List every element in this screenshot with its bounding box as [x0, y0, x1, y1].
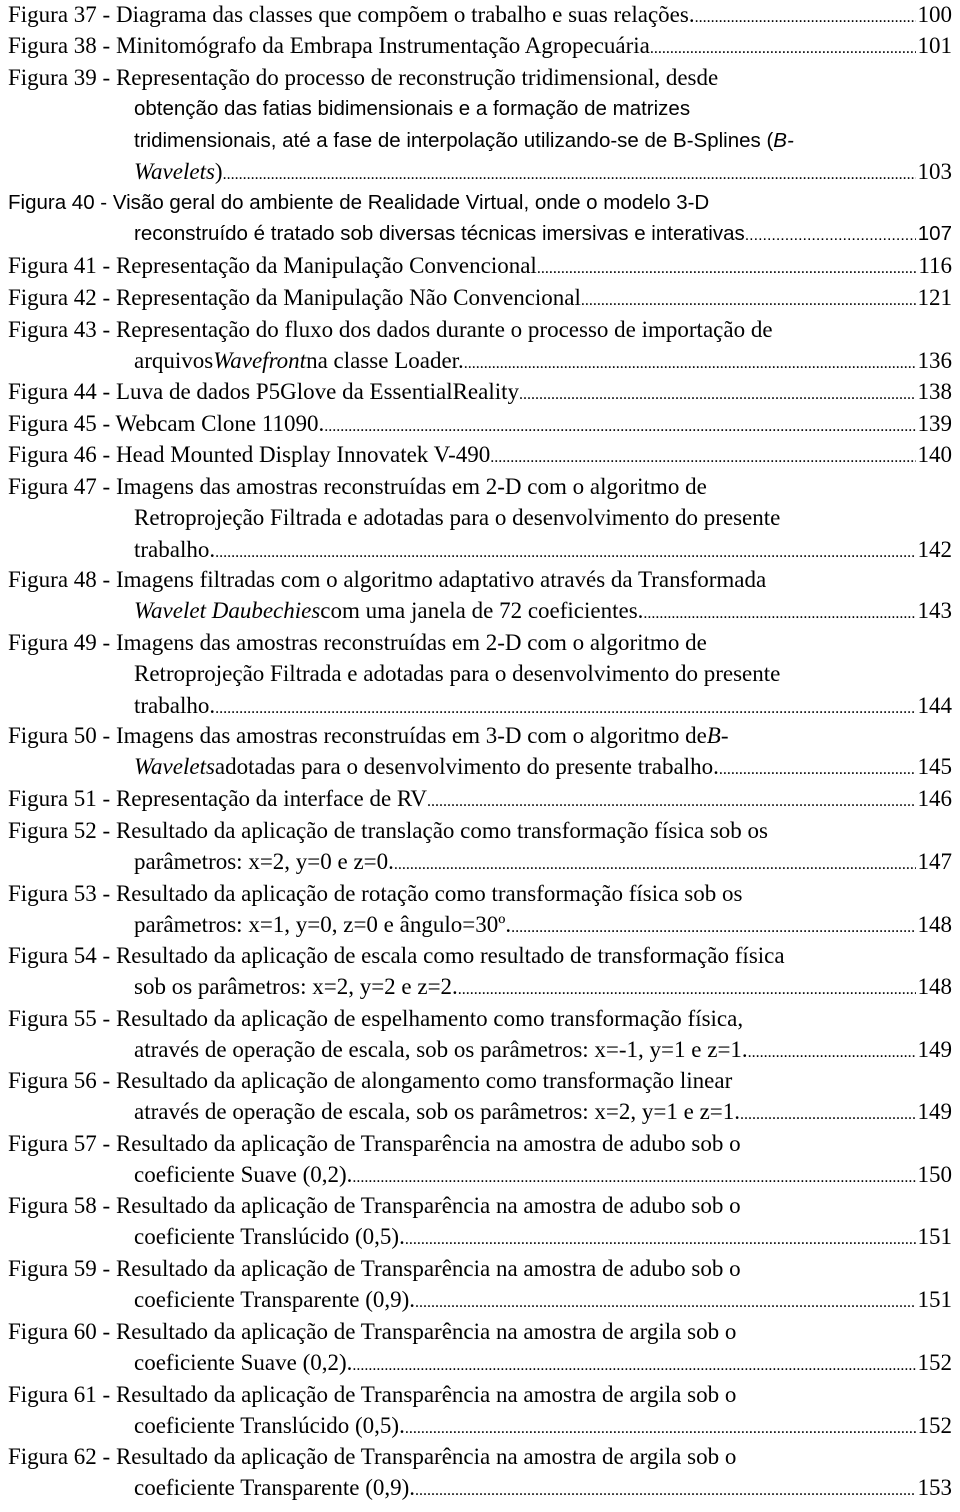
- entry-line: [8, 1379, 952, 1410]
- dot-leader: [740, 1096, 915, 1127]
- entry-text: Figura 60 - Resultado da aplicação de Transparência na amostra de argila sob o: [8, 1319, 737, 1344]
- page-number: 153: [917, 1475, 952, 1500]
- dot-leader: [405, 1221, 916, 1252]
- page-number: 116: [918, 253, 952, 278]
- entry-text: Figura 45 - Webcam Clone 11090.: [8, 411, 325, 436]
- entry-text: Retroprojeção Filtrada e adotadas para o desenvolvimento do presente: [134, 505, 781, 530]
- page-number: 150: [917, 1162, 952, 1187]
- page-number: 148: [917, 912, 952, 937]
- entry-line: [134, 218, 952, 249]
- entry-text: sob os parâmetros: x=2, y=2 e z=2.: [134, 974, 458, 999]
- entry-text: Wavefront: [213, 348, 307, 373]
- entry-text: coeficiente Translúcido (0,5).: [134, 1224, 405, 1249]
- dot-leader: [537, 250, 917, 281]
- entry-line: [8, 1441, 952, 1472]
- page-number: 121: [917, 285, 952, 310]
- dot-leader: [324, 408, 915, 439]
- dot-leader: [352, 1347, 915, 1378]
- entry-text: arquivos: [134, 348, 214, 373]
- entry-line: [8, 815, 952, 846]
- entry-text: parâmetros: x=1, y=0, z=0 e ângulo=30º.: [134, 912, 512, 937]
- entry-text: reconstruído é tratado sob diversas técnicas imersivas e interativas: [134, 222, 745, 245]
- dot-leader: [415, 1472, 915, 1503]
- page-number: 149: [917, 1037, 952, 1062]
- dot-leader: [745, 218, 916, 249]
- page-number: 140: [917, 442, 952, 467]
- entry-text: parâmetros: x=2, y=0 e z=0.: [134, 849, 394, 874]
- entry-text: B-: [706, 723, 729, 748]
- entry-line: [134, 1221, 952, 1252]
- entry-text: Wavelets: [134, 754, 215, 779]
- entry-line: [134, 1284, 952, 1315]
- entry-line: [8, 1253, 952, 1284]
- entry-text: coeficiente Suave (0,2).: [134, 1350, 353, 1375]
- dot-leader: [511, 909, 915, 940]
- entry-text: Figura 41 - Representação da Manipulação Convencional: [8, 253, 537, 278]
- entry-text: coeficiente Transparente (0,9).: [134, 1475, 416, 1500]
- entry-text: coeficiente Transparente (0,9).: [134, 1287, 416, 1312]
- entry-line: [8, 1316, 952, 1347]
- entry-line: [134, 93, 952, 124]
- entry-text: Figura 62 - Resultado da aplicação de Transparência na amostra de argila sob o: [8, 1444, 737, 1469]
- entry-line: [8, 439, 952, 470]
- entry-text: coeficiente Translúcido (0,5).: [134, 1413, 405, 1438]
- entry-text: B-: [773, 129, 794, 152]
- entry-text: Figura 43 - Representação do fluxo dos dados durante o processo de importação de: [8, 317, 773, 342]
- entry-text: Figura 49 - Imagens das amostras reconstruídas em 2-D com o algoritmo de: [8, 630, 707, 655]
- entry-line: [134, 846, 952, 877]
- page-number: 146: [917, 786, 952, 811]
- page-number: 152: [917, 1350, 952, 1375]
- dot-leader: [415, 1284, 915, 1315]
- entry-text: Figura 39 - Representação do processo de reconstrução tridimensional, desde: [8, 65, 719, 90]
- entry-line: [8, 1003, 952, 1034]
- entry-text: Figura 56 - Resultado da aplicação de alongamento como transformação linear: [8, 1068, 733, 1093]
- dot-leader: [223, 156, 916, 187]
- entry-line: [8, 187, 952, 218]
- entry-line: [134, 909, 952, 940]
- entry-text: trabalho.: [134, 693, 216, 718]
- entry-line: [134, 345, 952, 376]
- page-number: 142: [917, 537, 952, 562]
- entry-text: Figura 52 - Resultado da aplicação de translação como transformação física sob os: [8, 818, 769, 843]
- entry-text: Figura 61 - Resultado da aplicação de Transparência na amostra de argila sob o: [8, 1382, 737, 1407]
- entry-text: Figura 54 - Resultado da aplicação de escala como resultado de transformação física: [8, 943, 785, 968]
- entry-line: [134, 971, 952, 1002]
- page-number: 100: [917, 2, 952, 27]
- entry-line: [8, 1190, 952, 1221]
- dot-leader: [352, 1159, 915, 1190]
- dot-leader: [650, 30, 916, 61]
- page-number: 139: [917, 411, 952, 436]
- dot-leader: [695, 0, 916, 30]
- entry-line: [134, 502, 952, 533]
- entry-text: trabalho.: [134, 537, 216, 562]
- entry-line: [8, 408, 952, 439]
- page-number: 136: [917, 348, 952, 373]
- entry-text: Figura 42 - Representação da Manipulação Não Convencional: [8, 285, 581, 310]
- page-number: 152: [917, 1413, 952, 1438]
- entry-text: através de operação de escala, sob os parâmetros: x=2, y=1 e z=1.: [134, 1099, 741, 1124]
- page-number: 147: [917, 849, 952, 874]
- entry-line: [134, 534, 952, 565]
- page-number: 148: [917, 974, 952, 999]
- entry-line: [8, 250, 952, 281]
- entry-text: Figura 38 - Minitomógrafo da Embrapa Instrumentação Agropecuária: [8, 33, 650, 58]
- dot-leader: [519, 376, 915, 407]
- entry-text: Figura 40 - Visão geral do ambiente de Realidade Virtual, onde o modelo 3-D: [8, 191, 710, 214]
- entry-text: ): [214, 159, 223, 184]
- entry-line: [134, 125, 952, 156]
- entry-line: [8, 62, 952, 93]
- dot-leader: [748, 1034, 916, 1065]
- page-number: 145: [917, 754, 952, 779]
- entry-line: [8, 314, 952, 345]
- entry-line: [8, 720, 952, 751]
- entry-text: Figura 58 - Resultado da aplicação de Transparência na amostra de adubo sob o: [8, 1193, 741, 1218]
- entry-line: [134, 1472, 952, 1503]
- dot-leader: [215, 690, 915, 721]
- entry-text: Figura 59 - Resultado da aplicação de Transparência na amostra de adubo sob o: [8, 1256, 741, 1281]
- entry-text: Wavelet Daubechies: [134, 598, 321, 623]
- entry-line: [8, 940, 952, 971]
- entry-line: [8, 1065, 952, 1096]
- entry-text: Figura 57 - Resultado da aplicação de Transparência na amostra de adubo sob o: [8, 1131, 741, 1156]
- entry-text: Figura 50 - Imagens das amostras reconstruídas em 3-D com o algoritmo de: [8, 723, 707, 748]
- entry-text: através de operação de escala, sob os parâmetros: x=-1, y=1 e z=1.: [134, 1037, 748, 1062]
- page-number: 144: [917, 693, 952, 718]
- page-number: 149: [917, 1099, 952, 1124]
- entry-text: Figura 47 - Imagens das amostras reconstruídas em 2-D com o algoritmo de: [8, 474, 707, 499]
- entry-text: Figura 51 - Representação da interface de RV: [8, 786, 428, 811]
- entry-line: [134, 156, 952, 187]
- entry-line: [8, 282, 952, 313]
- entry-line: [134, 1096, 952, 1127]
- entry-line: [8, 30, 952, 61]
- entry-text: tridimensionais, até a fase de interpolação utilizando-se de B-Splines (: [134, 129, 774, 152]
- dot-leader: [458, 971, 916, 1002]
- entry-line: [134, 1410, 952, 1441]
- entry-text: Figura 55 - Resultado da aplicação de espelhamento como transformação física,: [8, 1006, 744, 1031]
- entry-line: [8, 783, 952, 814]
- page-number: 103: [917, 159, 952, 184]
- entry-line: [134, 595, 952, 626]
- page-number: 143: [917, 598, 952, 623]
- entry-text: Wavelets: [134, 159, 215, 184]
- dot-leader: [215, 534, 915, 565]
- dot-leader: [581, 282, 916, 313]
- entry-text: Figura 53 - Resultado da aplicação de rotação como transformação física sob os: [8, 881, 743, 906]
- entry-line: [8, 627, 952, 658]
- entry-text: na classe Loader.: [306, 348, 464, 373]
- dot-leader: [643, 595, 915, 626]
- entry-text: Figura 48 - Imagens filtradas com o algoritmo adaptativo através da Transformada: [8, 567, 767, 592]
- entry-line: [134, 1347, 952, 1378]
- dot-leader: [490, 439, 915, 470]
- dot-leader: [719, 751, 916, 782]
- entry-line: [134, 690, 952, 721]
- dot-leader: [405, 1410, 916, 1441]
- entry-line: [8, 0, 952, 30]
- entry-line: [8, 471, 952, 502]
- page-number: 101: [917, 33, 952, 58]
- entry-line: [134, 1034, 952, 1065]
- page-number: 151: [917, 1287, 952, 1312]
- dot-leader: [394, 846, 916, 877]
- entry-line: [8, 878, 952, 909]
- entry-line: [8, 564, 952, 595]
- page-number: 151: [917, 1224, 952, 1249]
- page-number: 138: [917, 379, 952, 404]
- entry-line: [134, 1159, 952, 1190]
- entry-text: coeficiente Suave (0,2).: [134, 1162, 353, 1187]
- page-number: 107: [917, 222, 952, 245]
- entry-line: [8, 1128, 952, 1159]
- entry-line: [134, 658, 952, 689]
- entry-text: adotadas para o desenvolvimento do presente trabalho.: [214, 754, 719, 779]
- dot-leader: [464, 345, 916, 376]
- entry-text: com uma janela de 72 coeficientes.: [320, 598, 644, 623]
- entry-text: Figura 37 - Diagrama das classes que compõem o trabalho e suas relações.: [8, 2, 695, 27]
- entry-text: Figura 44 - Luva de dados P5Glove da EssentialReality: [8, 379, 520, 404]
- entry-line: [8, 376, 952, 407]
- entry-line: [134, 751, 952, 782]
- entry-text: Retroprojeção Filtrada e adotadas para o desenvolvimento do presente: [134, 661, 781, 686]
- entry-text: Figura 46 - Head Mounted Display Innovatek V-490: [8, 442, 491, 467]
- entry-text: obtenção das fatias bidimensionais e a formação de matrizes: [134, 97, 691, 120]
- dot-leader: [427, 783, 915, 814]
